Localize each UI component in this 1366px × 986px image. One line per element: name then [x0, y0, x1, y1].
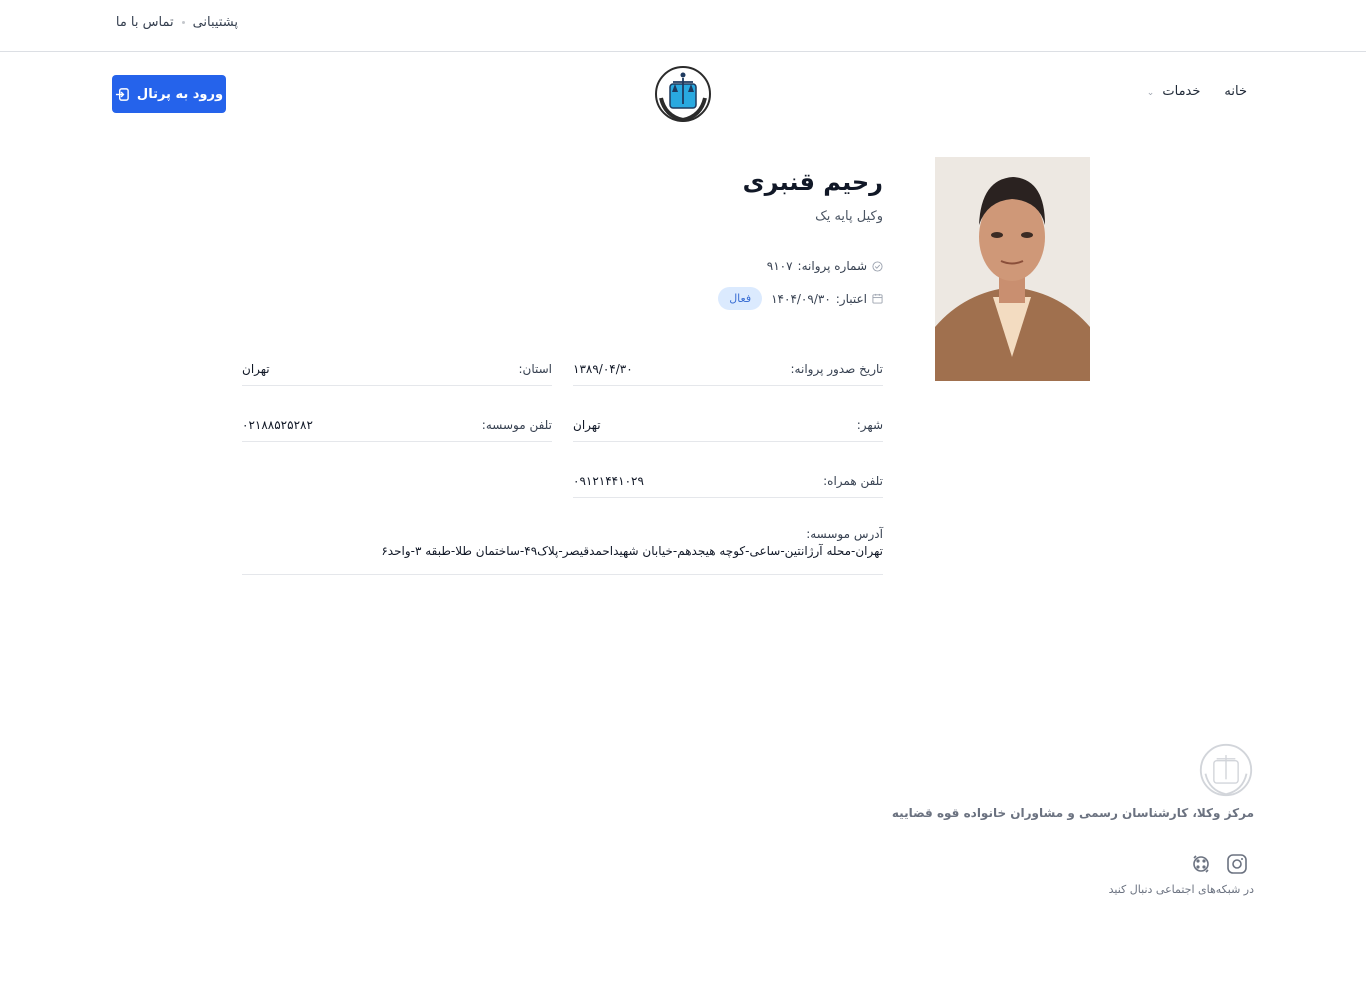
footer-logo: [1198, 742, 1254, 798]
nav-services[interactable]: [1147, 84, 1201, 99]
judiciary-logo[interactable]: [653, 64, 713, 124]
separator-dot: [182, 21, 185, 24]
mobile-value: ۰۹۱۲۱۴۴۱۰۲۹: [573, 473, 644, 488]
lawyer-photo: [935, 157, 1090, 381]
footer-org-name: مرکز وکلا، کارشناسان رسمی و مشاوران خانواده قوه قضاییه: [891, 806, 1254, 820]
top-bar: [0, 0, 1366, 52]
main-nav: [1147, 84, 1247, 99]
issue-date-value: ۱۳۸۹/۰۴/۳۰: [573, 361, 633, 376]
issue-date-field: [573, 352, 883, 386]
address-label: آدرس موسسه:: [806, 527, 883, 541]
address-value: تهران-محله آرژانتین-ساعی-کوچه هیجدهم-خیابان شهیداحمدقیصر-پلاک۴۹-ساختمان طلا-طبقه ۳-واحد۶: [381, 544, 883, 558]
social-links: [1190, 853, 1248, 875]
portal-login-label: ورود به پرتال: [136, 86, 224, 102]
province-label: استان:: [518, 361, 552, 376]
office-phone-label: تلفن موسسه:: [481, 417, 552, 432]
address-field: [242, 527, 883, 575]
chevron-down-icon: ⌄: [1146, 88, 1155, 98]
province-field: [242, 352, 552, 386]
issue-date-label: تاریخ صدور پروانه:: [790, 361, 883, 376]
city-label: شهر:: [856, 417, 883, 432]
login-icon: [115, 87, 130, 102]
social-note: در شبکه‌های اجتماعی دنبال کنید: [1108, 883, 1254, 896]
portal-login-button[interactable]: [112, 75, 226, 113]
lawyer-rank: وکیل پایه یک: [815, 209, 883, 224]
city-value: تهران: [573, 417, 601, 432]
mobile-field: [573, 464, 883, 498]
lawyer-name: رحیم قنبری: [742, 168, 883, 196]
check-circle-icon: [872, 261, 883, 272]
nav-services-label: خدمات: [1162, 84, 1201, 99]
aparat-icon[interactable]: [1190, 853, 1212, 875]
province-value: تهران: [242, 361, 270, 376]
instagram-icon[interactable]: [1226, 853, 1248, 875]
validity-date: ۱۴۰۴/۰۹/۳۰: [771, 291, 831, 306]
office-phone-value: ۰۲۱۸۸۵۲۵۲۸۲: [242, 417, 313, 432]
nav-home[interactable]: خانه: [1224, 84, 1247, 99]
contact-link[interactable]: تماس با ما: [115, 15, 174, 30]
license-label: شماره پروانه:: [797, 259, 867, 273]
top-links: [116, 15, 238, 30]
validity-row: [718, 287, 883, 310]
validity-label: اعتبار:: [835, 291, 867, 306]
portrait-image: [935, 157, 1090, 381]
city-field: [573, 408, 883, 442]
status-badge: فعال: [718, 287, 762, 310]
support-link[interactable]: پشتیبانی: [192, 15, 238, 30]
mobile-label: تلفن همراه:: [823, 473, 883, 488]
license-number: ۹۱۰۷: [766, 259, 793, 273]
office-phone-field: [242, 408, 552, 442]
calendar-icon: [872, 293, 883, 304]
license-row: [767, 259, 883, 273]
main-header: [0, 60, 1366, 130]
